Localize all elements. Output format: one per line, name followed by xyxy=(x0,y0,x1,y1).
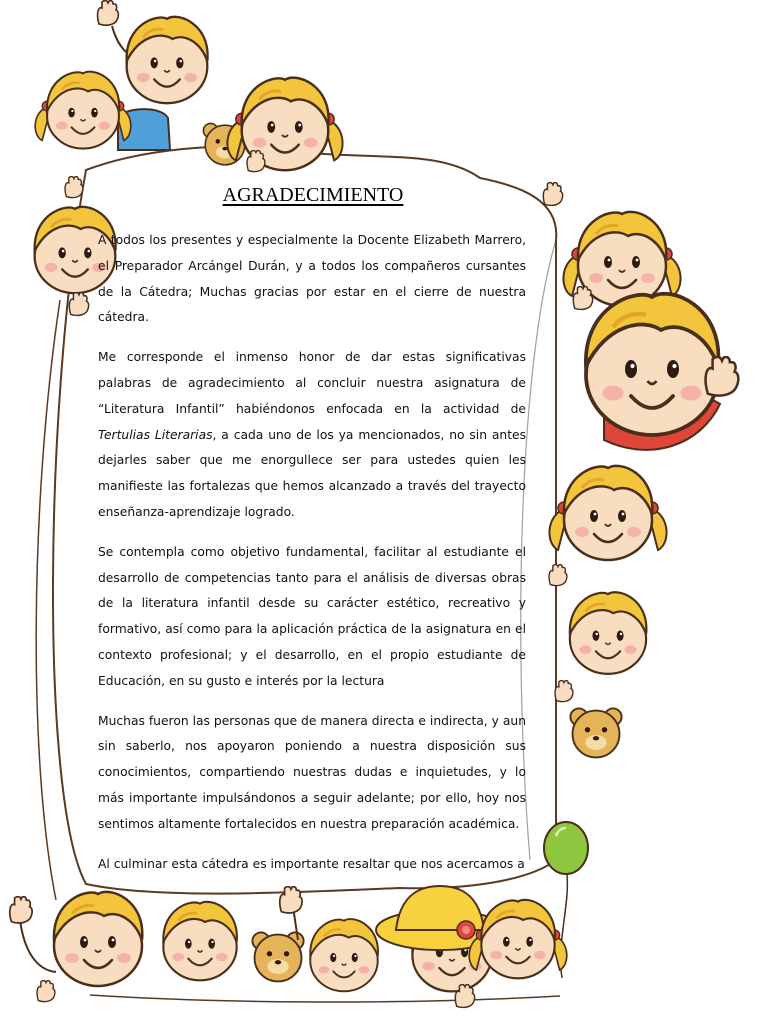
paragraph-text: Se contempla como objetivo fundamental, facilitar al estudiante el desarrollo de competencias tanto para el análisis de diversas obras de la literatura infantil desde su carácter estético, recreativo y formativo, así como para la aplicación práctica de la asignatura en el contexto profesional; y el desarrollo, en el propio estudiante de Educación, en su gusto e interés por la lectura xyxy=(98,544,526,688)
paragraph-text: Me corresponde el inmenso honor de dar estas significativas palabras de agradecimiento al concluir nuestra asignatura de “Literatura Infantil” habiéndonos enfocada en la actividad de xyxy=(98,350,526,416)
body-paragraph xyxy=(98,228,526,331)
paragraph-text: Al culminar esta cátedra es importante resaltar que nos acercamos a xyxy=(98,856,525,871)
paragraph-text: , a cada uno de los ya mencionados, no sin antes dejarles saber que me enorgullece ser para ustedes quien les manifieste las fortalezas que hemos alcanzado a través del trayecto enseñanza-aprendizaje logrado. xyxy=(98,427,526,519)
body-paragraph xyxy=(98,709,526,838)
document-body xyxy=(98,228,526,891)
paragraph-text: Muchas fueron las personas que de manera directa e indirecta, y aun sin saberlo, nos apoyaron poniendo a nuestra disposición sus conocimientos, compartiendo nuestras dudas e inquietudes, y lo más importante impulsándonos a seguir adelante; por ello, hoy nos sentimos altamente fortalecidos en nuestra preparación académica. xyxy=(98,713,526,831)
right-children-group xyxy=(543,183,738,758)
body-paragraph xyxy=(98,345,526,526)
body-paragraph xyxy=(98,852,526,878)
body-paragraph xyxy=(98,540,526,695)
italic-text: Tertulias Literarias xyxy=(98,427,213,442)
document-title: AGRADECIMIENTO xyxy=(222,184,404,206)
bottom-children-group xyxy=(10,886,567,1007)
paragraph-text: A todos los presentes y especialmente la Docente Elizabeth Marrero, el Preparador Arcángel Durán, y a todos los compañeros cursantes de la Cátedra; Muchas gracias por estar en el cierre de nuestra cátedra. xyxy=(98,233,526,325)
